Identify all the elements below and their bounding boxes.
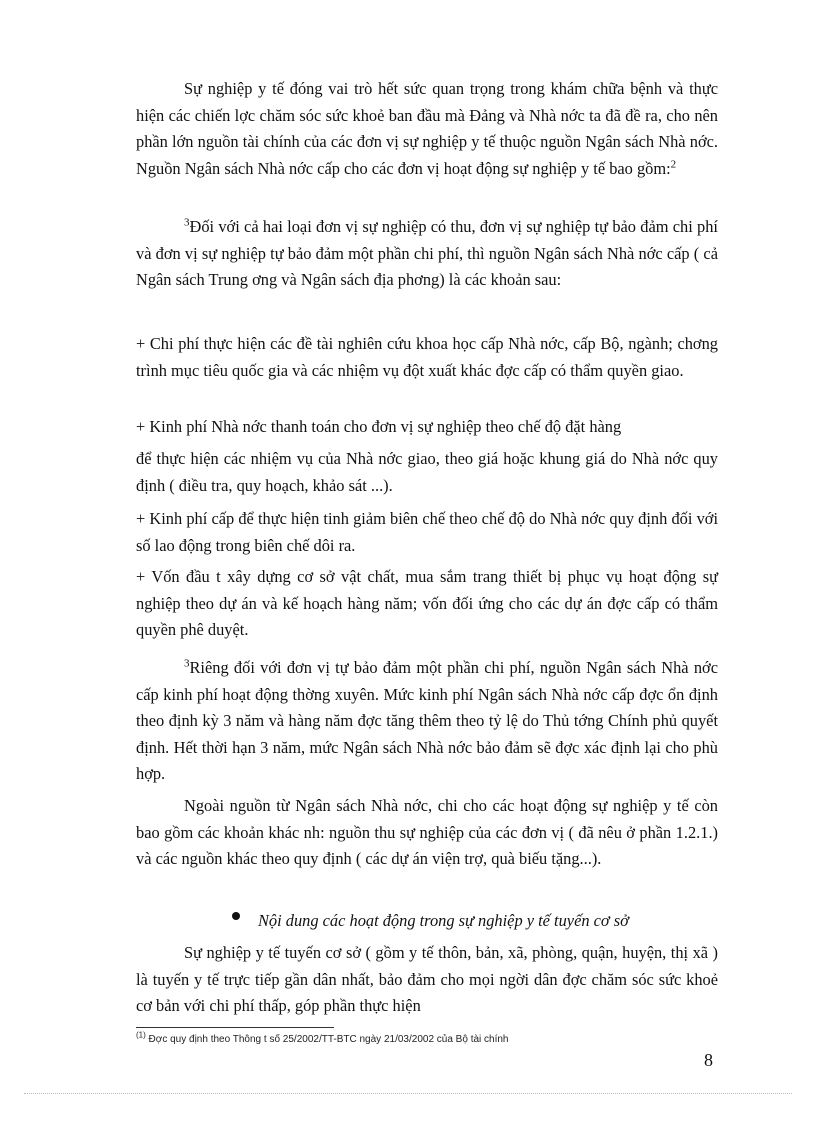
bullet-icon (232, 912, 240, 920)
list-item-text: + Vốn đầu t xây dựng cơ sở vật chất, mua sắm trang thiết bị phục vụ hoạt động sự nghiệp theo dự án và kế hoạch hàng năm; vốn đối ứng cho các dự án đợc cấp có thẩm quyền phê duyệt. (136, 567, 718, 639)
footnote-ref: 3 (184, 216, 190, 229)
page-bottom-border (24, 1093, 792, 1094)
list-item-investment (136, 564, 718, 644)
paragraph-grassroots-text: Sự nghiệp y tế tuyến cơ sở ( gồm y tế thôn, bản, xã, phòng, quận, huyện, thị xã ) là tuyến y tế trực tiếp gần dân nhất, bảo đảm cho mọi ngời dân đợc chăm sóc sức khoẻ cơ bản với chi phí thấp, góp phần thực hiện (136, 943, 718, 1015)
paragraph-intro (136, 76, 718, 182)
list-item-payment (136, 414, 718, 441)
paragraph-partial-units-text: Riêng đối với đơn vị tự bảo đảm một phần chi phí, nguồn Ngân sách Nhà nớc cấp kinh phí hoạt động thờng xuyên. Mức kinh phí Ngân sách Nhà nớc cấp đợc ổn định theo định kỳ 3 năm và hàng năm đợc tăng thêm theo tỷ lệ do Thủ tớng Chính phủ quyết định. Hết thời hạn 3 năm, mức Ngân sách Nhà nớc bảo đảm sẽ đợc xác định lại cho phù hợp. (136, 658, 718, 783)
paragraph-other-sources-text: Ngoài nguồn từ Ngân sách Nhà nớc, chi cho các hoạt động sự nghiệp y tế còn bao gồm các khoản khác nh: nguồn thu sự nghiệp của các đơn vị ( đã nêu ở phần 1.2.1.) và các nguồn khác theo quy định ( các dự án viện trợ, quà biếu tặng...). (136, 796, 718, 868)
section-heading: Nội dung các hoạt động trong sự nghiệp y tế tuyến cơ sở (258, 911, 629, 930)
list-item-research (136, 331, 718, 384)
paragraph-funding-types (136, 214, 718, 294)
paragraph-partial-units (136, 655, 718, 788)
list-item-text: để thực hiện các nhiệm vụ của Nhà nớc giao, theo giá hoặc khung giá do Nhà nớc quy định ( điều tra, quy hoạch, khảo sát ...). (136, 449, 718, 495)
page-number: 8 (704, 1050, 713, 1070)
list-item-staff (136, 506, 718, 559)
paragraph-grassroots (136, 940, 718, 1020)
paragraph-intro-text: Sự nghiệp y tế đóng vai trò hết sức quan trọng trong khám chữa bệnh và thực hiện các chiến lợc chăm sóc sức khoẻ ban đầu mà Đảng và Nhà nớc ta đã đề ra, cho nên phần lớn nguồn tài chính của các đơn vị sự nghiệp y tế thuộc nguồn Ngân sách Nhà nớc. Nguồn Ngân sách Nhà nớc cấp cho các đơn vị hoạt động sự nghiệp y tế bao gồm: (136, 79, 718, 178)
footnote-text: Đợc quy định theo Thông t số 25/2002/TT-BTC ngày 21/03/2002 của Bộ tài chính (145, 1034, 509, 1045)
list-item-text: + Kinh phí cấp để thực hiện tinh giảm biên chế theo chế độ do Nhà nớc quy định đối với số lao động trong biên chế dôi ra. (136, 509, 718, 555)
footnote-divider (136, 1027, 334, 1028)
paragraph-other-sources (136, 793, 718, 873)
list-item-text: + Chi phí thực hiện các đề tài nghiên cứu khoa học cấp Nhà nớc, cấp Bộ, ngành; chơng trình mục tiêu quốc gia và các nhiệm vụ đột xuất khác đợc cấp có thẩm quyền giao. (136, 334, 718, 380)
paragraph-funding-types-text: Đối với cả hai loại đơn vị sự nghiệp có thu, đơn vị sự nghiệp tự bảo đảm chi phí và đơn vị sự nghiệp tự bảo đảm một phần chi phí, thì nguồn Ngân sách Nhà nớc cấp ( cả Ngân sách Trung ơng và Ngân sách địa phơng) là các khoản sau: (136, 217, 718, 289)
footnote-ref: 2 (670, 158, 677, 171)
footnote-marker: (1) (136, 1030, 146, 1040)
list-item-payment-cont (136, 446, 718, 499)
list-item-text: + Kinh phí Nhà nớc thanh toán cho đơn vị sự nghiệp theo chế độ đặt hàng (136, 417, 622, 436)
footnote-ref: 3 (184, 657, 190, 670)
footnote (136, 1030, 509, 1045)
